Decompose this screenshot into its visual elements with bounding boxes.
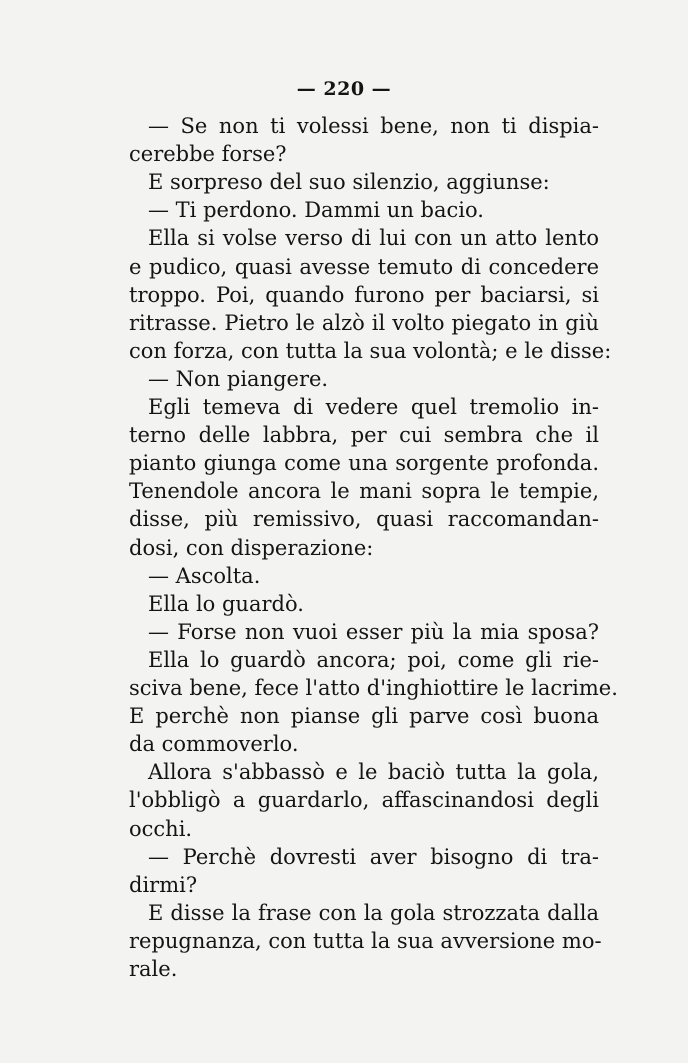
text-line: E sorpreso del suo silenzio, aggiunse: bbox=[148, 170, 550, 195]
text-line: — Ascolta. bbox=[148, 563, 261, 588]
text-line: sciva bene, fece l'atto d'inghiottire le lacrime. bbox=[129, 676, 618, 700]
text-line: repugnanza, con tutta la sua avversione mo- bbox=[129, 928, 602, 953]
text-line: Ella lo guardò ancora; poi, come gli rie- bbox=[148, 647, 599, 672]
text-line: cerebbe forse? bbox=[129, 142, 287, 167]
page-number: — 220 — bbox=[296, 78, 392, 100]
text-line: Egli temeva di vedere quel tremolio in- bbox=[148, 395, 599, 419]
text-line: occhi. bbox=[129, 816, 193, 841]
text-line: — Perchè dovresti aver bisogno di tra- bbox=[148, 844, 599, 869]
text-line: disse, più remissivo, quasi raccomandan- bbox=[129, 507, 599, 532]
text-line: — Forse non vuoi esser più la mia sposa? bbox=[148, 619, 599, 644]
text-line: con forza, con tutta la sua volontà; e le disse: bbox=[129, 338, 612, 363]
text-line: — Non piangere. bbox=[148, 366, 329, 391]
text-line: — Se non ti volessi bene, non ti dispia- bbox=[148, 114, 599, 138]
text-line: Ella lo guardò. bbox=[148, 591, 304, 616]
text-line: troppo. Poi, quando furono per baciarsi, si bbox=[129, 282, 599, 307]
text-line: E perchè non pianse gli parve così buona bbox=[129, 704, 599, 729]
text-line: dosi, con disperazione: bbox=[129, 535, 374, 560]
text-line: Tenendole ancora le mani sopra le tempie, bbox=[129, 479, 599, 504]
text-line: — Ti perdono. Dammi un bacio. bbox=[148, 198, 484, 223]
text-line: dirmi? bbox=[129, 872, 198, 897]
text-line: l'obbligò a guardarlo, affascinandosi degli bbox=[129, 788, 599, 813]
text-line: E disse la frase con la gola strozzata dalla bbox=[148, 900, 599, 925]
text-line: ritrasse. Pietro le alzò il volto piegato in giù bbox=[129, 310, 599, 335]
text-line: rale. bbox=[129, 957, 178, 981]
text-line: Allora s'abbassò e le baciò tutta la gola, bbox=[148, 760, 599, 785]
text-line: terno delle labbra, per cui sembra che il bbox=[129, 423, 599, 448]
text-line: pianto giunga come una sorgente profonda. bbox=[129, 451, 599, 476]
text-line: da commoverlo. bbox=[129, 732, 299, 757]
text-line: e pudico, quasi avesse temuto di concedere bbox=[129, 254, 599, 279]
text-line: Ella si volse verso di lui con un atto lento bbox=[148, 226, 599, 251]
